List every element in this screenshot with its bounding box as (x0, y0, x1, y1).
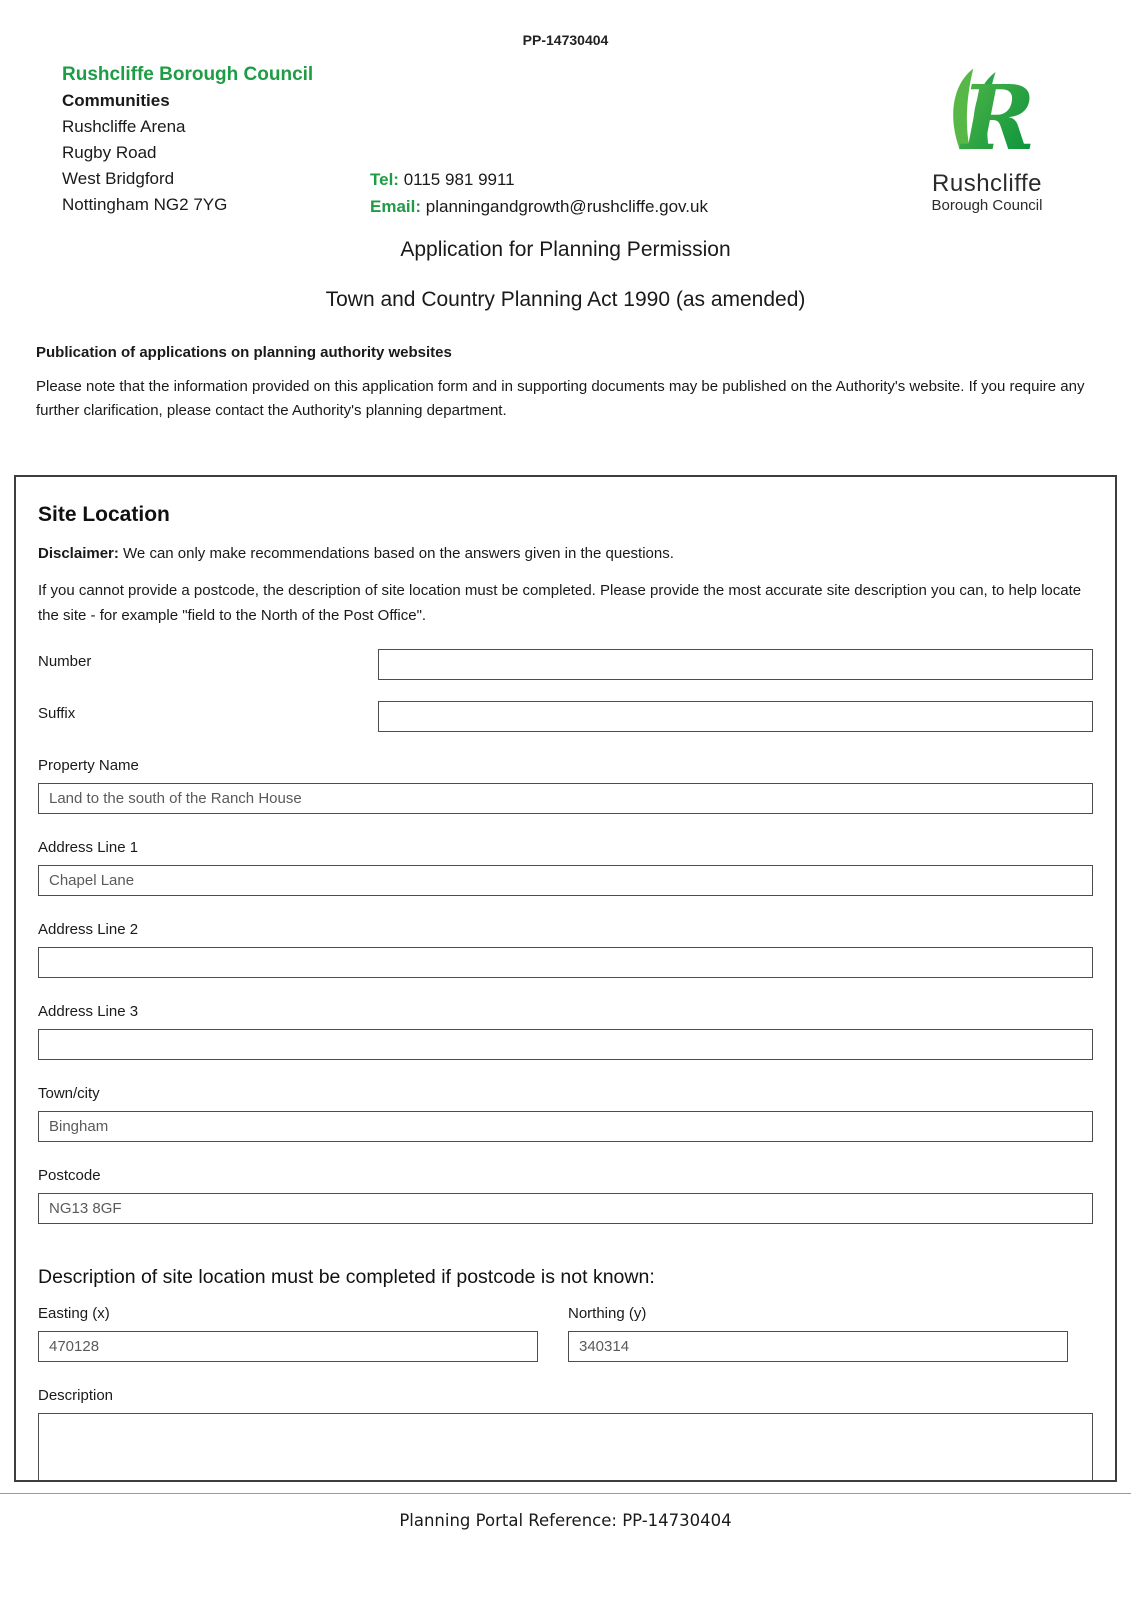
address-line-3-label: Address Line 3 (38, 1003, 139, 1020)
field-postcode (38, 1167, 1093, 1224)
email-value: planningandgrowth@rushcliffe.gov.uk (425, 197, 708, 216)
field-suffix (38, 701, 1093, 732)
town-city-input[interactable] (38, 1111, 1093, 1142)
disclaimer-text: We can only make recommendations based on the answers given in the questions. (118, 545, 674, 562)
site-location-section (14, 475, 1117, 1482)
address-line-3-input[interactable] (38, 1029, 1093, 1060)
number-input[interactable] (378, 649, 1093, 680)
field-town-city (38, 1085, 1093, 1142)
form-title: Application for Planning Permission (400, 238, 731, 261)
postcode-input[interactable] (38, 1193, 1093, 1224)
property-name-label: Property Name (38, 757, 139, 774)
logo-subtitle: Borough Council (931, 197, 1043, 214)
northing-label: Northing (y) (568, 1305, 647, 1322)
field-easting (38, 1305, 538, 1362)
svg-text:R: R (961, 66, 1036, 166)
footer-reference: Planning Portal Reference: PP-14730404 (399, 1511, 732, 1530)
easting-label: Easting (x) (38, 1305, 110, 1322)
northing-input[interactable] (568, 1331, 1068, 1362)
field-address-line-1 (38, 839, 1093, 896)
rushcliffe-logo-icon (927, 62, 1047, 166)
address-line: Rushcliffe Arena (62, 117, 186, 136)
description-heading: Description of site location must be completed if postcode is not known: (38, 1266, 655, 1288)
logo-name: Rushcliffe (932, 170, 1042, 197)
disclaimer (38, 545, 1093, 562)
address-line-2-input[interactable] (38, 947, 1093, 978)
council-logo (918, 62, 1056, 215)
town-city-label: Town/city (38, 1085, 100, 1102)
address-line-2-label: Address Line 2 (38, 921, 139, 938)
contact-block (370, 166, 708, 220)
disclaimer-label: Disclaimer: (38, 545, 119, 562)
tel-label: Tel: (370, 170, 399, 189)
publication-heading: Publication of applications on planning authority websites (36, 344, 452, 361)
council-address-block (62, 62, 313, 218)
address-line: Rugby Road (62, 143, 157, 162)
email-label: Email: (370, 197, 422, 216)
council-name: Rushcliffe Borough Council (62, 64, 314, 85)
number-label: Number (38, 653, 92, 670)
footer-divider (0, 1493, 1131, 1494)
email-line (370, 193, 708, 220)
field-property-name (38, 757, 1093, 814)
field-northing (568, 1305, 1068, 1362)
field-address-line-2 (38, 921, 1093, 978)
coordinates-row (38, 1305, 1093, 1362)
reference-header: PP-14730404 (522, 32, 609, 48)
publication-note: Please note that the information provided on this application form and in supporting documents may be published on the Authority's website. If you require any further clarification, please contact the Authority's planning department. (36, 378, 1085, 419)
address-line: Nottingham NG2 7YG (62, 195, 228, 214)
department-name: Communities (62, 91, 170, 110)
property-name-input[interactable] (38, 783, 1093, 814)
field-description (38, 1387, 1093, 1482)
suffix-label: Suffix (38, 705, 76, 722)
address-line-1-label: Address Line 1 (38, 839, 139, 856)
tel-value: 0115 981 9911 (403, 170, 515, 189)
address-line: West Bridgford (62, 169, 175, 188)
header (0, 62, 1131, 224)
easting-input[interactable] (38, 1331, 538, 1362)
description-label: Description (38, 1387, 114, 1404)
suffix-input[interactable] (378, 701, 1093, 732)
postcode-label: Postcode (38, 1167, 101, 1184)
phone-line (370, 166, 708, 193)
address-line-1-input[interactable] (38, 865, 1093, 896)
field-number (38, 649, 1093, 680)
section-title: Site Location (38, 503, 170, 526)
form-subtitle: Town and Country Planning Act 1990 (as amended) (325, 288, 806, 311)
field-address-line-3 (38, 1003, 1093, 1060)
description-input[interactable] (38, 1413, 1093, 1482)
instructions: If you cannot provide a postcode, the description of site location must be completed. Please provide the most accurate site description you can, to help locate the site - for example "field to the North of the Post Office". (38, 582, 1082, 624)
